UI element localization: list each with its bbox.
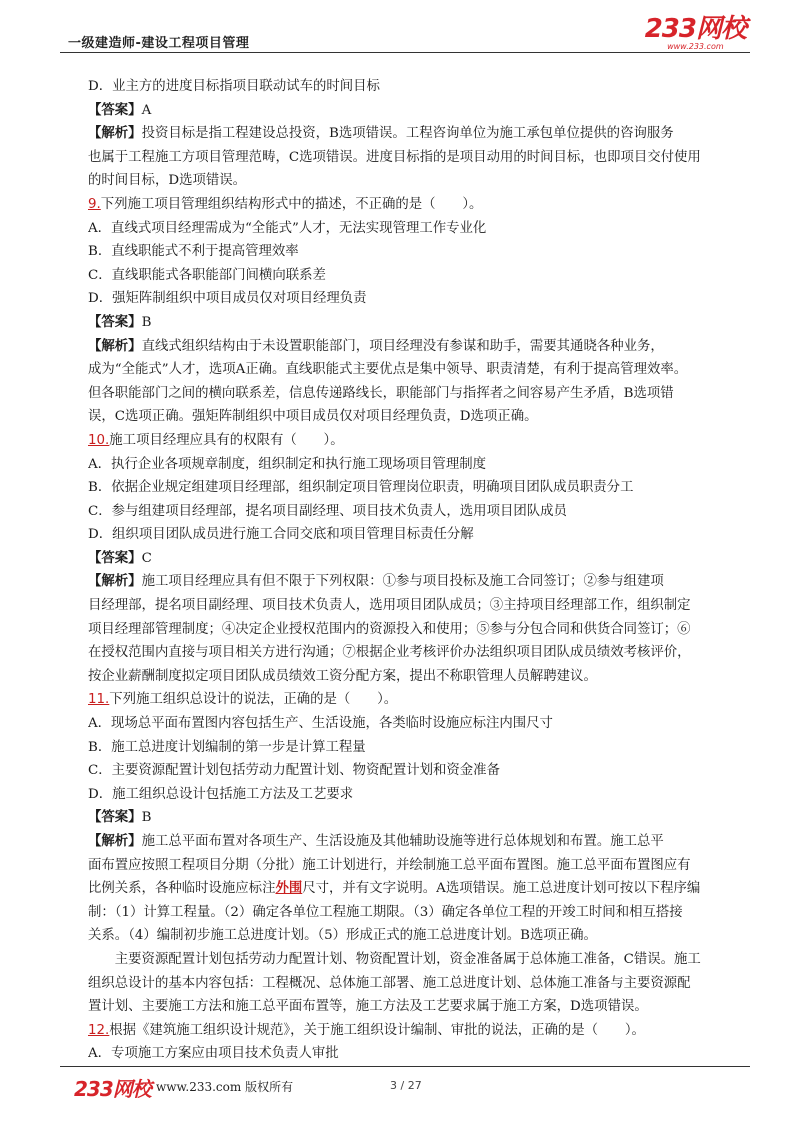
- line-text: 施工总平面布置对各项生产、生活设施及其他辅助设施等进行总体规划和布置。施工总平: [141, 834, 664, 849]
- line-text: 按企业薪酬制度拟定项目团队成员绩效工资分配方案，提出不称职管理人员解聘建议。: [88, 668, 597, 684]
- line-text: D．强矩阵制组织中项目成员仅对项目经理负责: [88, 291, 367, 307]
- brand-logo: [645, 16, 746, 51]
- line-text: D．业主方的进度目标指项目联动试车的时间目标: [88, 79, 380, 94]
- line-text: 下列施工组织总设计的说法，正确的是（ ）。: [109, 692, 398, 708]
- text-line: [88, 618, 728, 642]
- line-text: 尺寸，并有文字说明。A选项错误。施工总进度计划可按以下程序编: [302, 881, 701, 897]
- line-text: 主要资源配置计划包括劳动力配置计划、物资配置计划，资金准备属于总体施工准备，C错误。施工: [88, 951, 701, 967]
- text-line: [88, 169, 728, 193]
- text-line: [88, 712, 728, 736]
- text-line: [88, 736, 728, 760]
- section-label: 【解析】: [88, 573, 142, 590]
- text-line: [88, 217, 728, 241]
- header-title: 一级建造师-建设工程项目管理: [68, 36, 250, 51]
- line-text: B．依据企业规定组建项目经理部，组织制定项目管理岗位职责，明确项目团队成员职责分工: [88, 480, 634, 496]
- text-line: [88, 924, 728, 948]
- page-header: [60, 10, 750, 52]
- line-text: 直线式组织结构由于未设置职能部门，项目经理没有参谋和助手，需要其通晓各种业务，: [141, 338, 664, 354]
- analysis-line: [88, 830, 728, 854]
- text-line: [88, 240, 728, 264]
- text-line: [88, 358, 728, 382]
- text-line: [88, 972, 728, 996]
- text-line: [88, 476, 728, 500]
- line-text: 组织总设计的基本内容包括：工程概况、总体施工部署、施工总进度计划、总体施工准备与主要资源配: [88, 975, 691, 991]
- line-text: 在授权范围内直接与项目相关方进行沟通；⑦根据企业考核评价办法组织项目团队成员绩效考核评价，: [88, 645, 691, 661]
- text-line: [88, 146, 728, 170]
- line-text: A．专项施工方案应由项目技术负责人审批: [88, 1046, 339, 1062]
- line-text: B．直线职能式不利于提高管理效率: [88, 244, 299, 260]
- line-text: 置计划、主要施工方法和施工总平面布置等，施工方法及工艺要求属于施工方案，D选项错误。: [88, 999, 648, 1015]
- line-text: A: [141, 102, 152, 118]
- section-label: 【答案】: [88, 101, 142, 118]
- question-number: 11.: [88, 692, 110, 708]
- line-text: B: [141, 810, 152, 826]
- text-line: [88, 783, 728, 807]
- analysis-line: [88, 122, 728, 146]
- text-line: [88, 500, 728, 524]
- text-line: [88, 877, 728, 901]
- line-text: C: [141, 550, 152, 566]
- line-text: 根据《建筑施工组织设计规范》，关于施工组织设计编制、审批的说法，正确的是（ ）。: [109, 1022, 645, 1038]
- section-label: 【答案】: [88, 549, 142, 566]
- text-line: [88, 854, 728, 878]
- line-text: 也属于工程施工方项目管理范畴，C选项错误。进度目标指的是项目动用的时间目标，也即项目交付使用: [88, 149, 701, 165]
- line-text: 比例关系，各种临时设施应标注: [88, 881, 276, 897]
- answer-line: [88, 547, 728, 571]
- page-number: 3 / 27: [390, 1079, 422, 1092]
- line-text: C．直线职能式各职能部门间横向联系差: [88, 267, 326, 283]
- line-text: C．参与组建项目经理部，提名项目副经理、项目技术负责人，选用项目团队成员: [88, 503, 567, 519]
- logo-url: www.233.com: [667, 42, 724, 51]
- line-text: 下列施工项目管理组织结构形式中的描述，不正确的是（ ）。: [100, 196, 483, 212]
- question-line: [88, 1019, 728, 1043]
- line-text: B: [141, 314, 152, 330]
- header-divider: [60, 52, 750, 53]
- section-label: 【解析】: [88, 337, 142, 354]
- line-text: 但各职能部门之间的横向联系差，信息传递路线长，职能部门与指挥者之间容易产生矛盾，B选项错: [88, 385, 674, 401]
- answer-line: [88, 99, 728, 123]
- text-line: [88, 1042, 728, 1066]
- line-text: D．组织项目团队成员进行施工合同交底和项目管理目标责任分解: [88, 527, 474, 543]
- text-line: [88, 382, 728, 406]
- question-line: [88, 688, 728, 712]
- answer-line: [88, 311, 728, 335]
- line-text: A．执行企业各项规章制度，组织制定和执行施工现场项目管理制度: [88, 456, 486, 472]
- line-text: 目经理部，提名项目副经理、项目技术负责人，选用项目团队成员；③主持项目经理部工作，组织制定: [88, 598, 691, 614]
- footer-logo: 233网校: [74, 1077, 151, 1101]
- question-number: 9.: [88, 196, 101, 212]
- highlighted-text: 外围: [275, 880, 303, 897]
- line-text: 制：（1）计算工程量。（2）确定各单位工程施工期限。（3）确定各单位工程的开竣工时间和相互搭接: [88, 904, 683, 920]
- text-line: [88, 665, 728, 689]
- line-text: 投资目标是指工程建设总投资，B选项错误。工程咨询单位为施工承包单位提供的咨询服务: [141, 126, 674, 142]
- line-text: D．施工组织总设计包括施工方法及工艺要求: [88, 786, 354, 802]
- text-line: [88, 523, 728, 547]
- section-label: 【答案】: [88, 809, 142, 826]
- text-line: [88, 453, 728, 477]
- line-text: 关系。（4）编制初步施工总进度计划。（5）形成正式的施工总进度计划。B选项正确。: [88, 928, 597, 944]
- section-label: 【答案】: [88, 313, 142, 330]
- text-line: [88, 641, 728, 665]
- text-line: [88, 948, 728, 972]
- text-line: [88, 594, 728, 618]
- text-line: [88, 264, 728, 288]
- analysis-line: [88, 335, 728, 359]
- footer-copyright: www.233.com 版权所有: [156, 1080, 294, 1094]
- document-body: [88, 75, 728, 1066]
- line-text: 项目经理部管理制度；④决定企业授权范围内的资源投入和使用；⑤参与分包合同和供货合同签订；⑥: [88, 621, 691, 637]
- section-label: 【解析】: [88, 125, 142, 142]
- text-line: [88, 405, 728, 429]
- text-line: [88, 901, 728, 925]
- question-line: [88, 429, 728, 453]
- analysis-line: [88, 570, 728, 594]
- line-text: A．直线式项目经理需成为“全能式”人才，无法实现管理工作专业化: [88, 220, 487, 236]
- logo-text: 233网校: [644, 14, 746, 44]
- answer-line: [88, 806, 728, 830]
- text-line: [88, 287, 728, 311]
- line-text: 成为“全能式”人才，选项A正确。直线职能式主要优点是集中领导、职责清楚，有利于提高管理效率。: [88, 362, 688, 378]
- question-number: 12.: [88, 1022, 110, 1038]
- line-text: 施工项目经理应具有但不限于下列权限：①参与项目投标及施工合同签订；②参与组建项: [141, 574, 664, 590]
- line-text: 的时间目标，D选项错误。: [88, 173, 247, 189]
- line-text: 误，C选项正确。强矩阵制组织中项目成员仅对项目经理负责，D选项正确。: [88, 409, 538, 425]
- line-text: A．现场总平面布置图内容包括生产、生活设施，各类临时设施应标注内围尺寸: [88, 716, 553, 732]
- text-line: [88, 759, 728, 783]
- question-line: [88, 193, 728, 217]
- line-text: 施工项目经理应具有的权限有（ ）。: [109, 432, 344, 448]
- line-text: C．主要资源配置计划包括劳动力配置计划、物资配置计划和资金准备: [88, 763, 500, 779]
- question-number: 10.: [88, 432, 110, 448]
- page-footer: [60, 1065, 750, 1105]
- line-text: B．施工总进度计划编制的第一步是计算工程量: [88, 739, 366, 755]
- text-line: [88, 75, 728, 99]
- text-line: [88, 995, 728, 1019]
- line-text: 面布置应按照工程项目分期（分批）施工计划进行，并绘制施工总平面布置图。施工总平面布置图应有: [88, 857, 691, 873]
- section-label: 【解析】: [88, 833, 142, 849]
